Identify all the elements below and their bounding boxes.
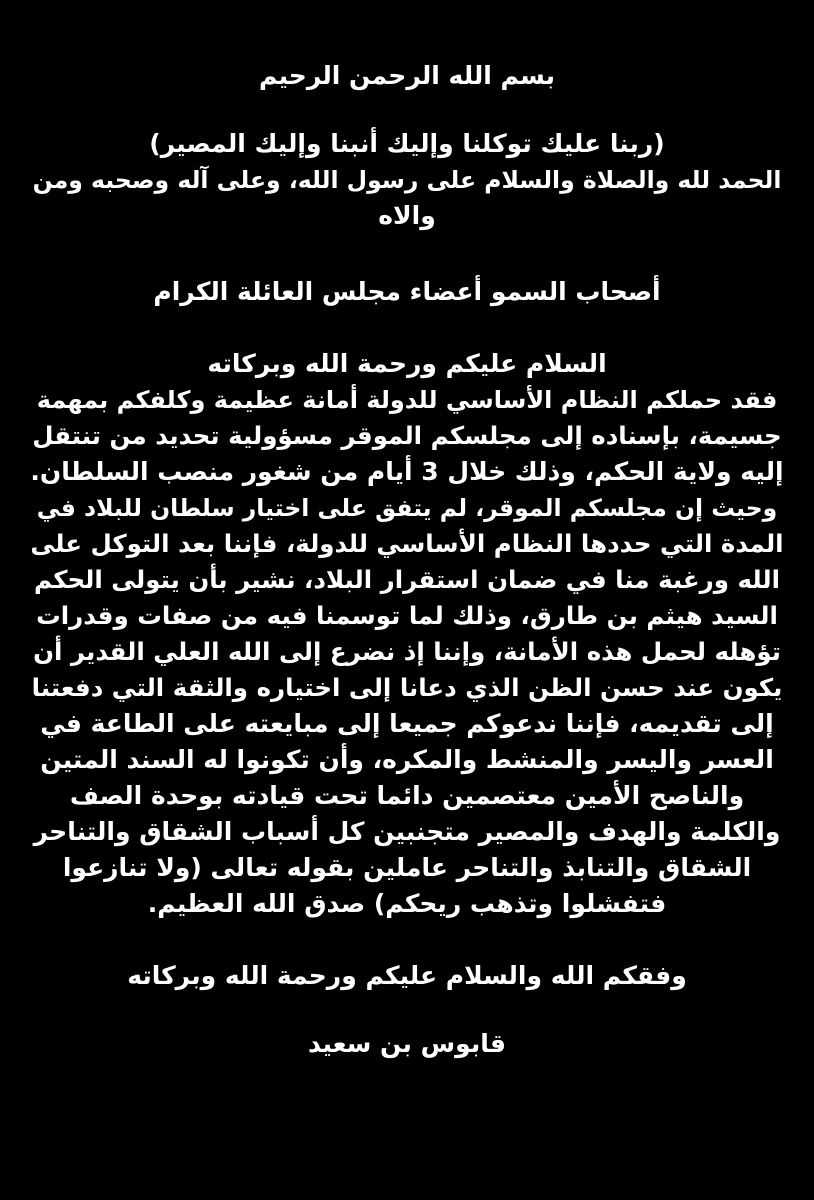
paragraph-line: إلى تقديمه، فإننا ندعوكم جميعا إلى مبايعته على الطاعة في <box>40 709 774 738</box>
greeting: السلام عليكم ورحمة الله وبركاته <box>207 349 607 378</box>
paragraph-line: فقد حملكم النظام الأساسي للدولة أمانة عظيمة وكلفكم بمهمة <box>36 386 778 414</box>
paragraph-line: إليه ولاية الحكم، وذلك خلال 3 أيام من شغور منصب السلطان. <box>30 457 784 486</box>
paragraph-line: العسر واليسر والمنشط والمكره، وأن تكونوا له السند المتين <box>40 745 774 774</box>
verse: (ربنا عليك توكلنا وإليك أنبنا وإليك المصير) <box>149 129 665 158</box>
praise-block <box>30 162 784 234</box>
paragraph-line: يكون عند حسن الظن الذي دعانا إلى اختياره والثقة التي دفعتنا <box>31 673 783 702</box>
paragraph-line: والكلمة والهدف والمصير متجنبين كل أسباب الشقاق والتناحر <box>33 817 781 846</box>
paragraph-line: وحيث إن مجلسكم الموقر، لم يتفق على اختيار سلطان للبلاد في <box>36 494 778 522</box>
basmala: بسم الله الرحمن الرحيم <box>259 61 555 90</box>
paragraph-1 <box>30 382 784 490</box>
paragraph-line: والناصح الأمين معتصمين دائما تحت قيادته بوحدة الصف <box>69 781 745 810</box>
paragraph-line: الشقاق والتنابذ والتناحر عاملين بقوله تعالى (ولا تنازعوا <box>62 853 752 882</box>
paragraph-line: جسيمة، بإسناده إلى مجلسكم الموقر مسؤولية تحديد من تنتقل <box>32 421 782 450</box>
paragraph-line: السيد هيثم بن طارق، وذلك لما توسمنا فيه من صفات وقدرات <box>36 601 778 630</box>
paragraph-line: فتفشلوا وتذهب ريحكم) صدق الله العظيم. <box>147 889 667 918</box>
signature: قابوس بن سعيد <box>308 1029 506 1058</box>
praise-line: الحمد لله والصلاة والسلام على رسول الله، وعلى آله وصحبه ومن <box>32 166 782 194</box>
addressee: أصحاب السمو أعضاء مجلس العائلة الكرام <box>153 277 661 306</box>
paragraph-line: تؤهله لحمل هذه الأمانة، وإننا إذ نضرع إلى الله العلي القدير أن <box>33 637 781 666</box>
closing: وفقكم الله والسلام عليكم ورحمة الله وبركاته <box>127 961 687 990</box>
paragraph-line: الله ورغبة منا في ضمان استقرار البلاد، نشير بأن يتولى الحكم <box>34 565 780 594</box>
praise-line: والاه <box>378 201 436 230</box>
paragraph-2 <box>30 490 784 922</box>
paragraph-line: المدة التي حددها النظام الأساسي للدولة، فإننا بعد التوكل على <box>30 529 784 558</box>
